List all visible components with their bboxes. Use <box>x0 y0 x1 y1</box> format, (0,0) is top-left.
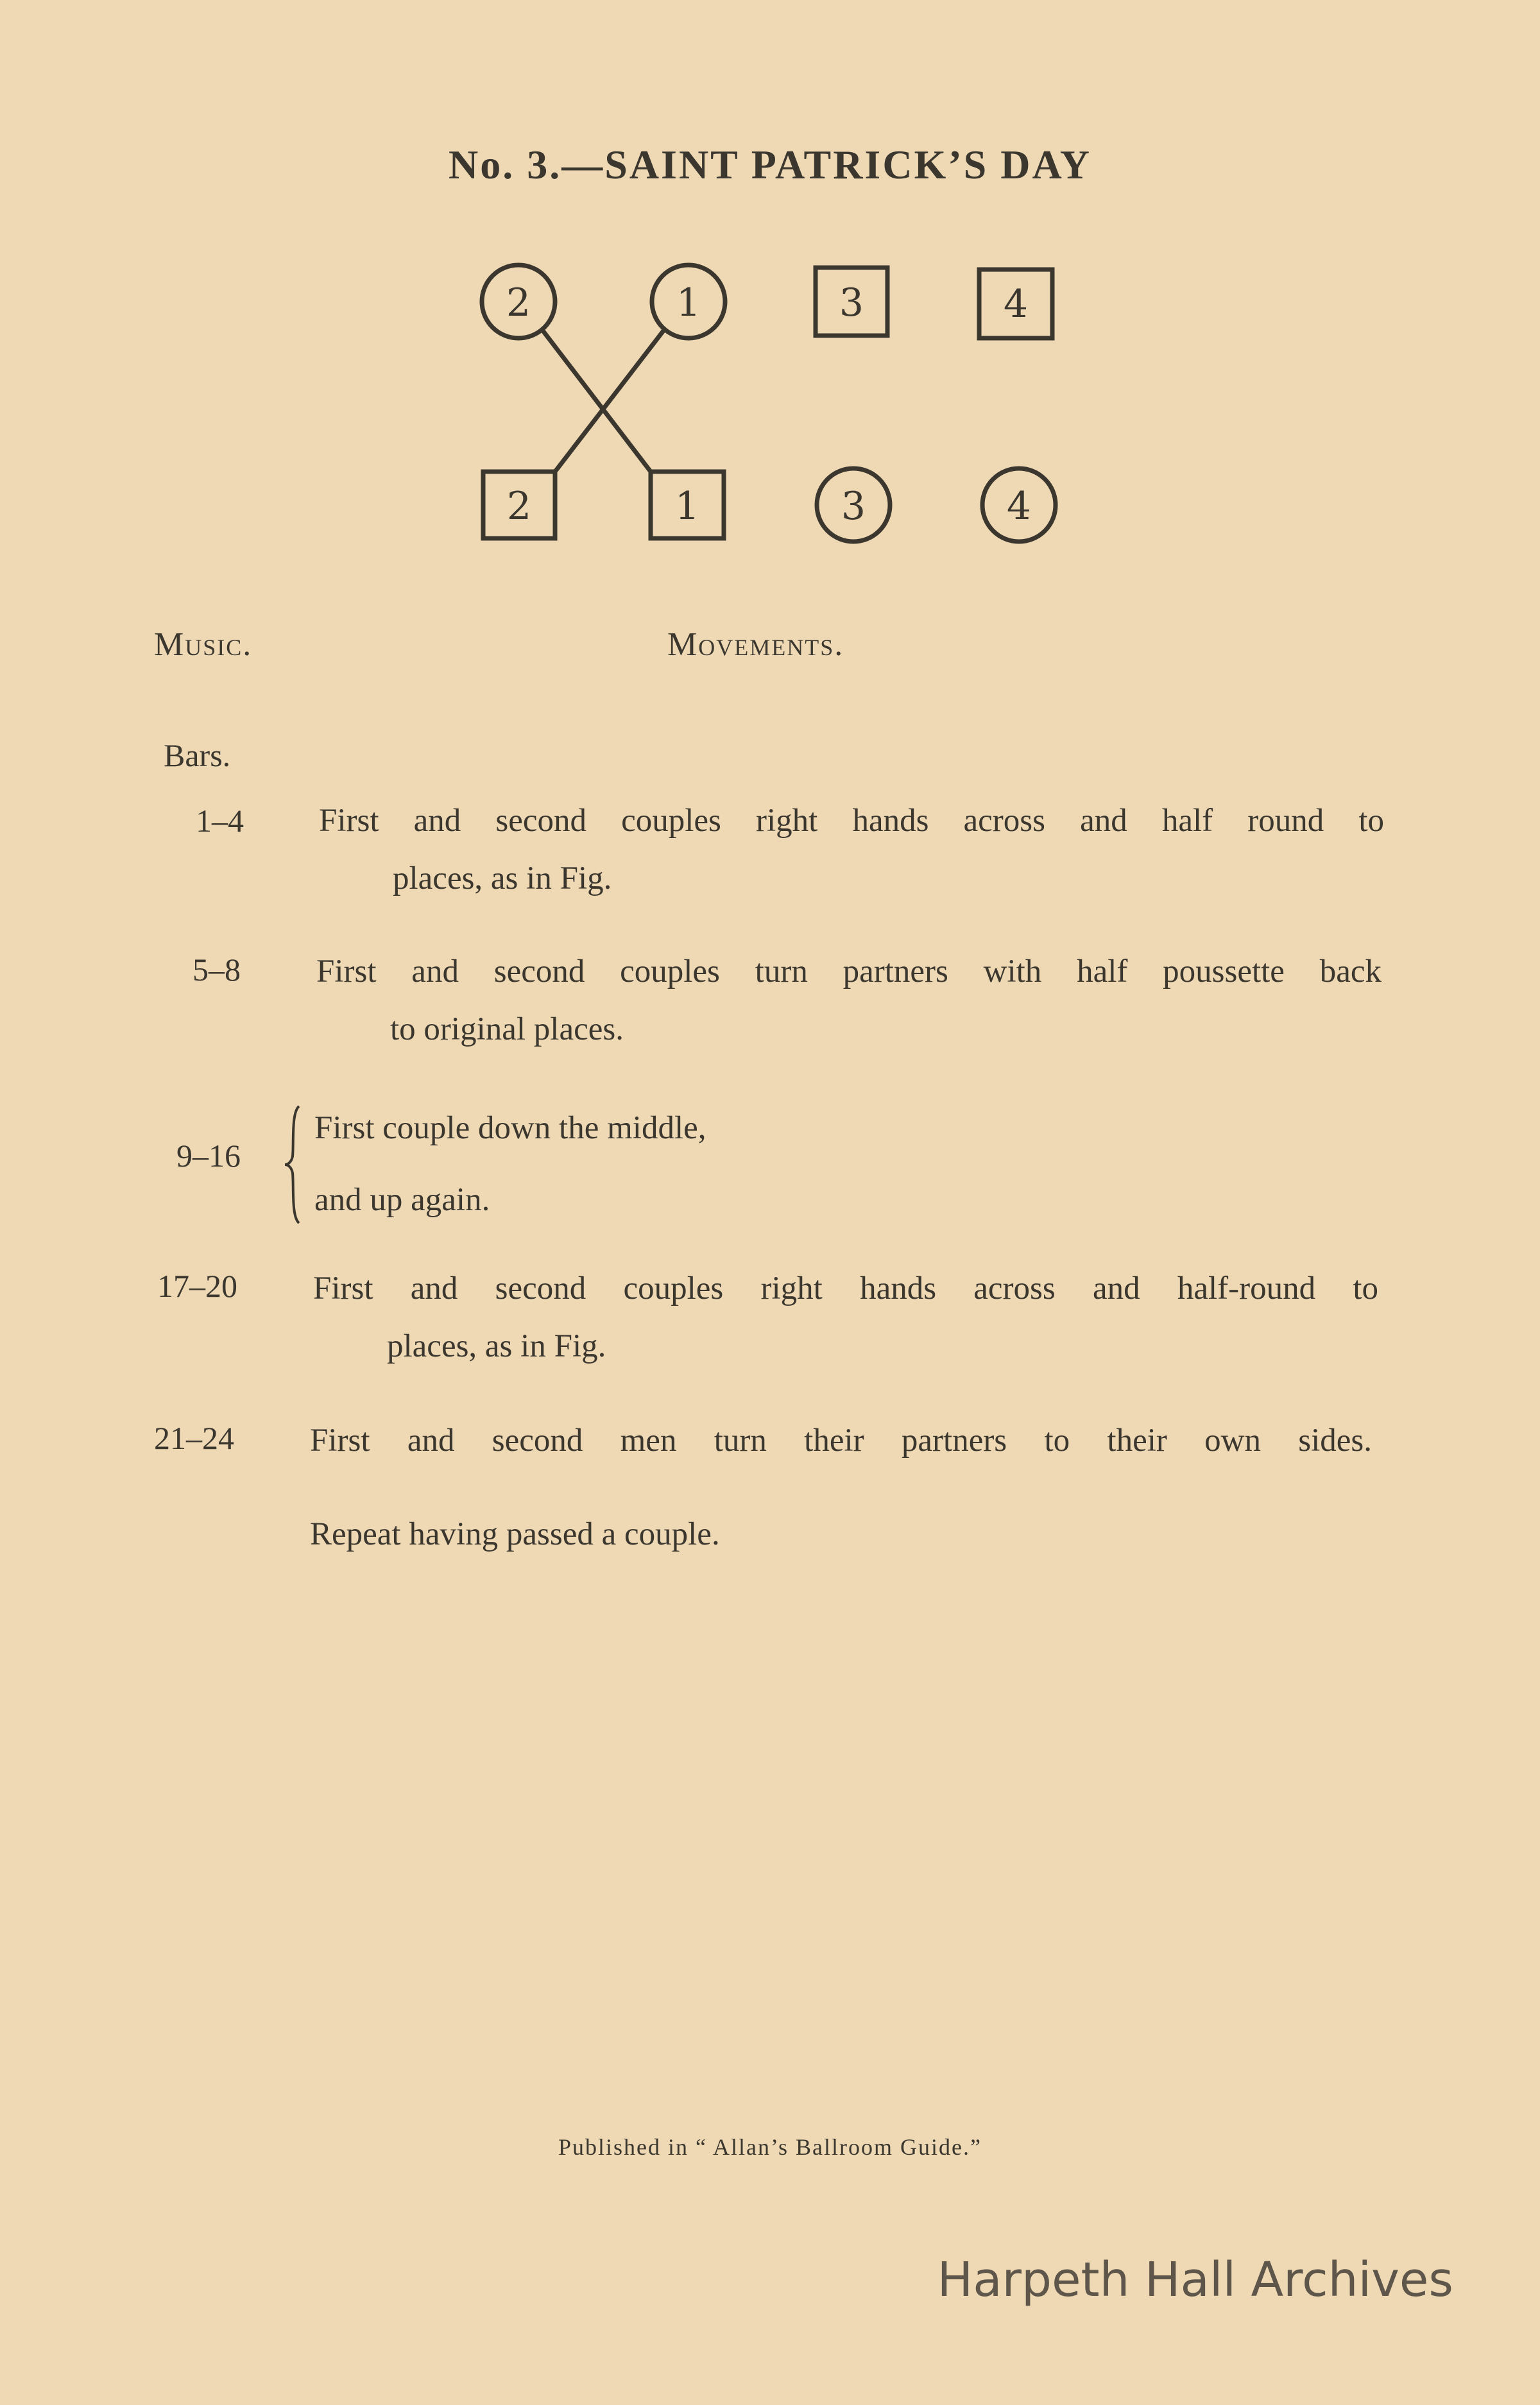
figure-label-top-1: 2 <box>506 280 531 325</box>
movement-line-continued: places, as in Fig. <box>393 860 612 896</box>
music-column-heading: Music. <box>154 626 253 663</box>
bars-label: 9–16 <box>176 1138 241 1174</box>
movement-line: First and second couples right hands across and half round to <box>319 803 1384 839</box>
bars-label: 5–8 <box>193 952 241 988</box>
movements-column-heading: Movements. <box>667 626 844 663</box>
movement-text <box>314 1092 892 1236</box>
bars-heading: Bars. <box>164 737 231 773</box>
figure-label-bottom-3: 3 <box>841 484 866 529</box>
brace-bracket <box>282 1104 308 1226</box>
figure-label-bottom-4: 4 <box>1006 484 1032 529</box>
movement-text <box>313 1260 1378 1375</box>
movement-text <box>319 792 1384 907</box>
movement-line: First and second couples turn partners with half poussette back <box>316 954 1382 989</box>
figure-label-top-3: 3 <box>839 280 864 325</box>
movement-line: First couple down the middle, <box>314 1110 706 1146</box>
dance-figure-diagram <box>462 250 1078 571</box>
figure-label-top-4: 4 <box>1003 282 1029 327</box>
figure-label-bottom-1: 2 <box>506 484 532 529</box>
archive-watermark: Harpeth Hall Archives <box>937 2252 1453 2307</box>
movement-text <box>316 943 1382 1058</box>
figure-cross-line-a <box>542 330 651 472</box>
movement-text: First and second men turn their partners to their own sides. <box>310 1423 1372 1459</box>
bars-label: 1–4 <box>196 803 244 839</box>
dance-title: No. 3.—SAINT PATRICK’S DAY <box>449 142 1091 187</box>
figure-label-bottom-2: 1 <box>674 484 700 529</box>
publisher-note: Published in “ Allan’s Ballroom Guide.” <box>558 2134 982 2160</box>
bars-label: 21–24 <box>154 1420 234 1456</box>
bars-label: 17–20 <box>157 1268 237 1304</box>
movement-text: Repeat having passed a couple. <box>310 1516 720 1552</box>
figure-label-top-2: 1 <box>676 280 701 325</box>
dance-figure <box>462 250 1078 571</box>
movement-line-continued: places, as in Fig. <box>387 1328 606 1364</box>
movement-line-continued: to original places. <box>390 1011 624 1047</box>
movement-line: and up again. <box>314 1182 490 1218</box>
movement-line: First and second couples right hands across and half-round to <box>313 1271 1378 1306</box>
figure-cross-line-b <box>555 330 664 472</box>
